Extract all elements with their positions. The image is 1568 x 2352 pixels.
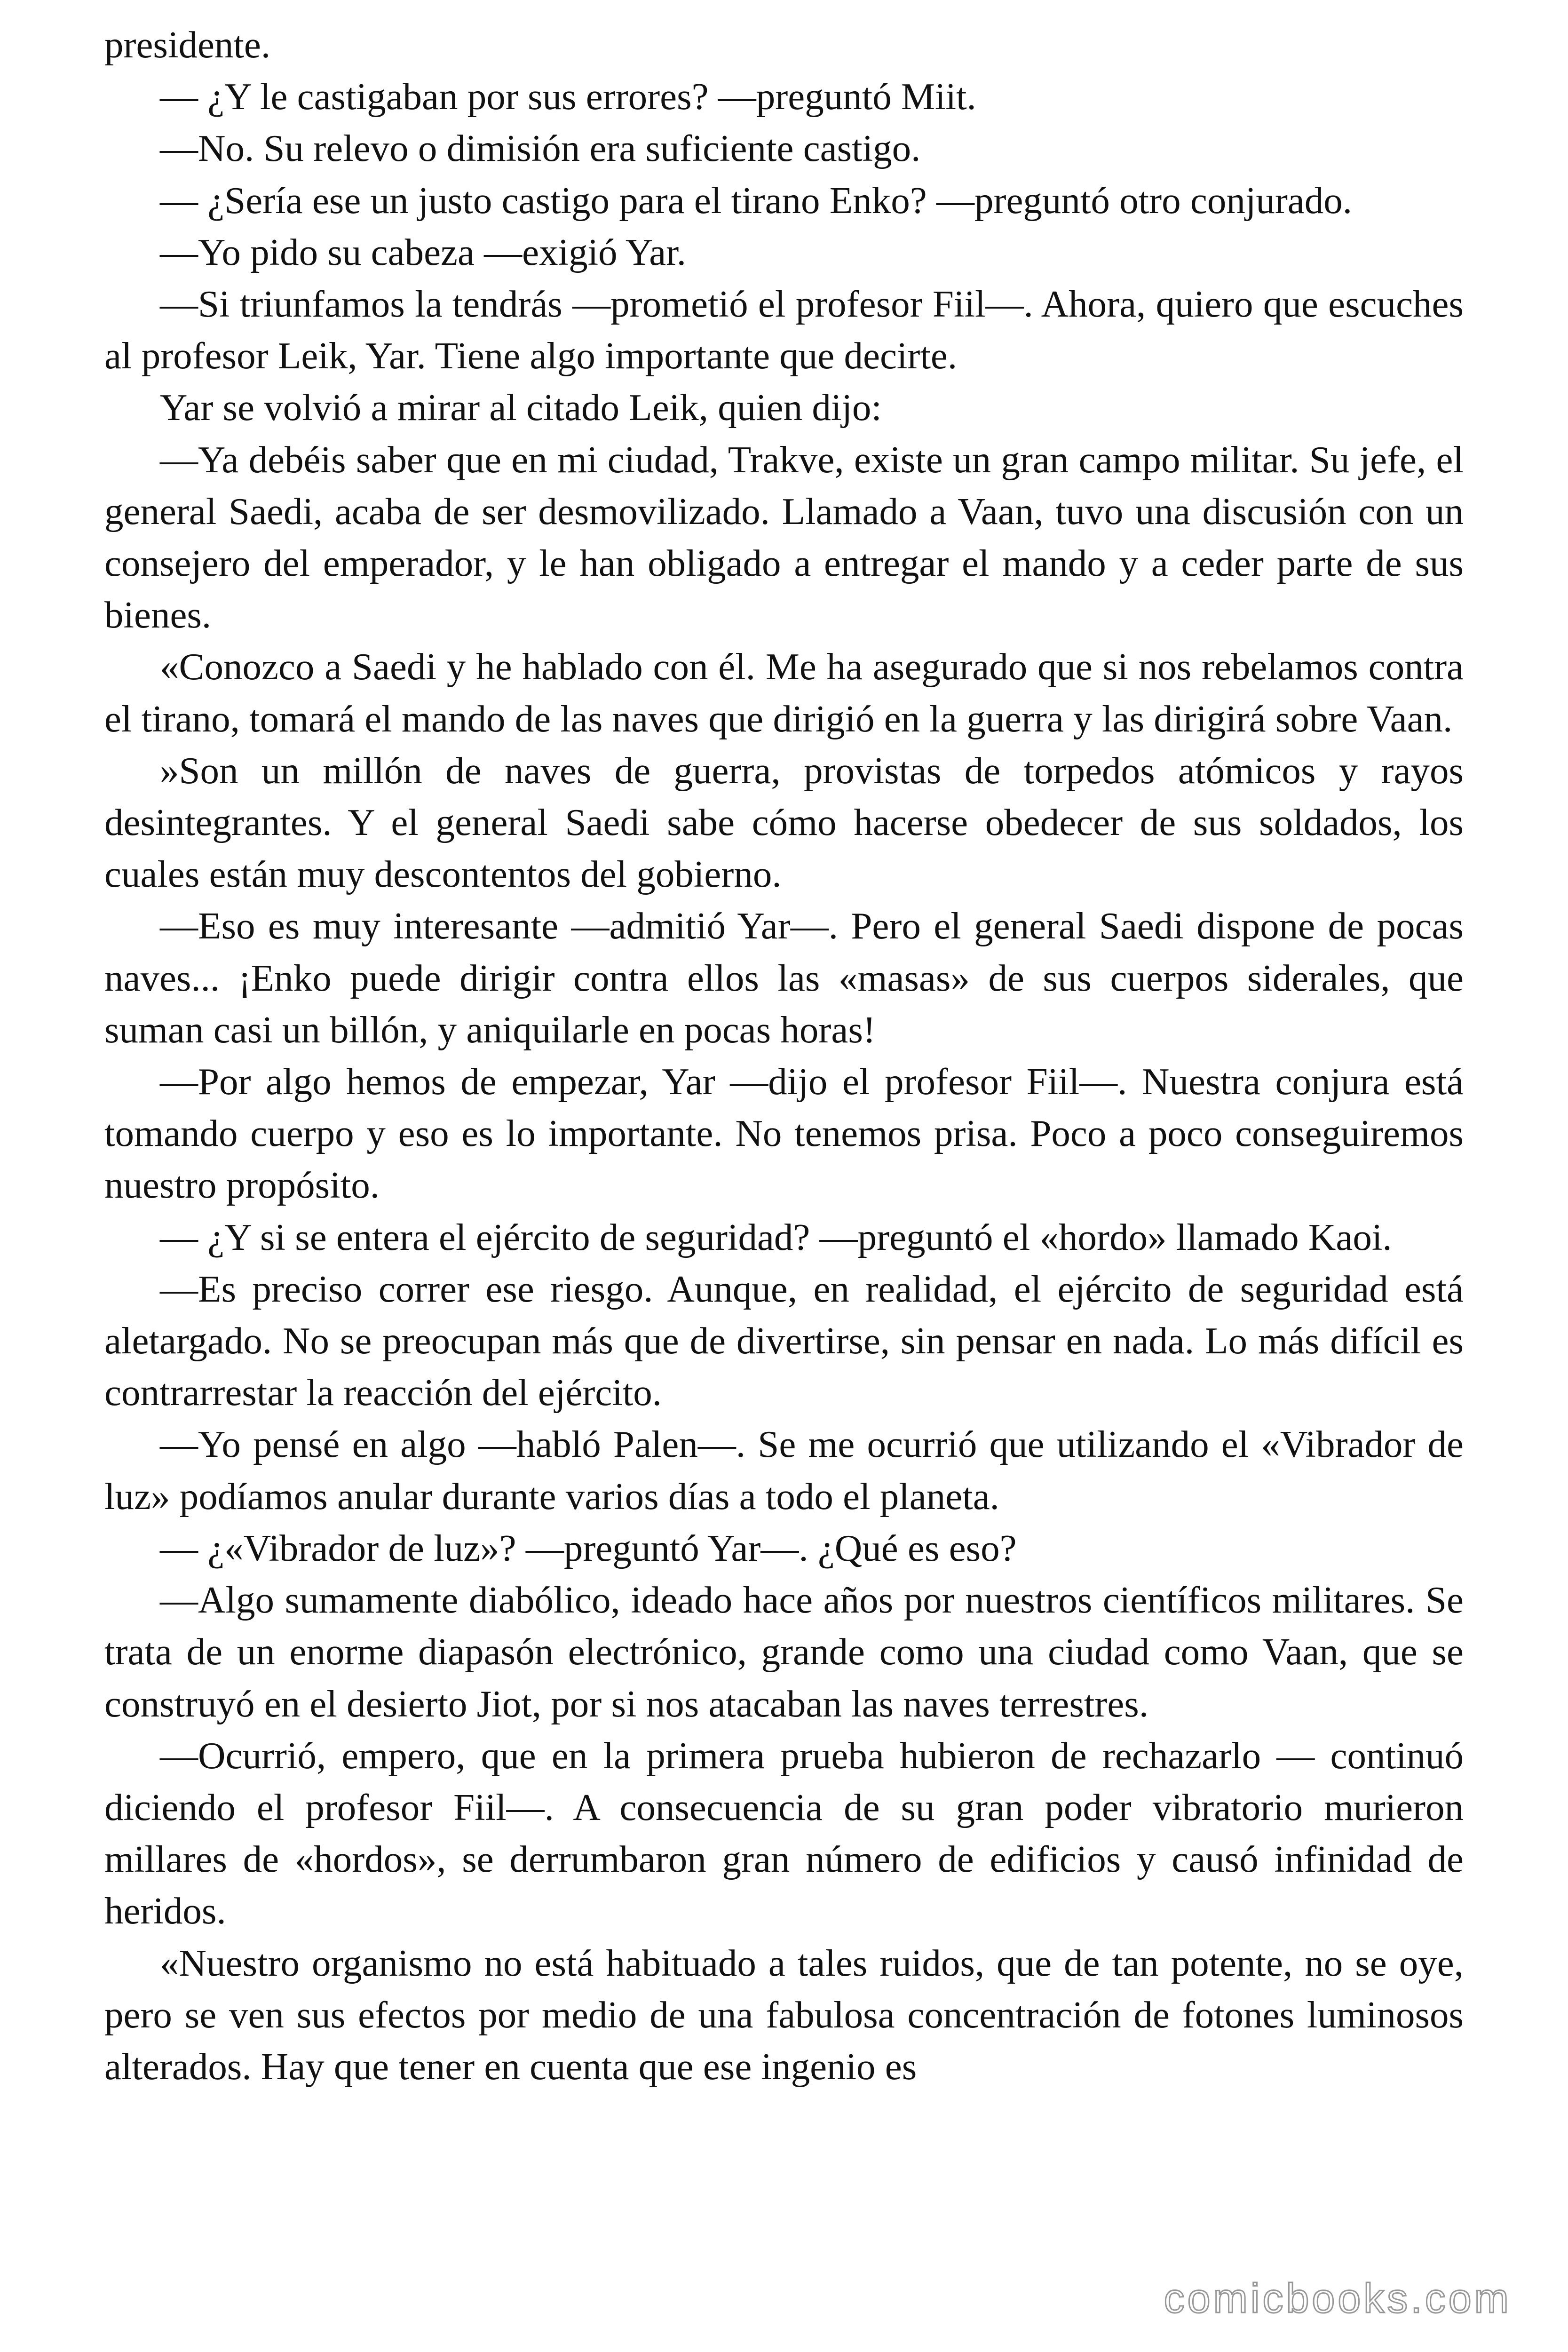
paragraph: »Son un millón de naves de guerra, provistas de torpedos atómicos y rayos desintegrantes. Y el general Saedi sabe cómo hacerse obedecer de sus soldados, los cuales están muy descontentos del gobierno. — [104, 749, 1464, 896]
paragraph: «Nuestro organismo no está habituado a tales ruidos, que de tan potente, no se oye, pero se ven sus efectos por medio de una fabulosa concentración de fotones luminosos alterados. Hay que tener en cuenta que ese ingenio es — [104, 1941, 1464, 2088]
paragraph: — ¿Y si se entera el ejército de seguridad? —preguntó el «hordo» llamado Kaoi. — [160, 1216, 1392, 1258]
paragraph: — ¿Sería ese un justo castigo para el tirano Enko? —preguntó otro conjurado. — [160, 179, 1353, 222]
paragraph: — ¿Y le castigaban por sus errores? —preguntó Miit. — [160, 75, 976, 118]
paragraph: —No. Su relevo o dimisión era suficiente castigo. — [160, 127, 921, 170]
paragraph: Yar se volvió a mirar al citado Leik, quien dijo: — [160, 386, 882, 429]
paragraph: —Por algo hemos de empezar, Yar —dijo el profesor Fiil—. Nuestra conjura está tomando cuerpo y eso es lo importante. No tenemos prisa. Poco a poco conseguiremos nuestro propósito. — [104, 1060, 1464, 1207]
paragraph: —Ya debéis saber que en mi ciudad, Trakve, existe un gran campo militar. Su jefe, el general Saedi, acaba de ser desmovilizado. Llamado a Vaan, tuvo una discusión con un consejero del emperador, y le han obligado a entregar el mando y a ceder parte de sus bienes. — [104, 438, 1464, 636]
paragraph: presidente. — [104, 24, 271, 66]
paragraph: «Conozco a Saedi y he hablado con él. Me ha asegurado que si nos rebelamos contra el tirano, tomará el mando de las naves que dirigió en la guerra y las dirigirá sobre Vaan. — [104, 645, 1464, 740]
paragraph: —Es preciso correr ese riesgo. Aunque, en realidad, el ejército de seguridad está aletargado. No se preocupan más que de divertirse, sin pensar en nada. Lo más difícil es contrarrestar la reacción del ejército. — [104, 1267, 1464, 1414]
paragraph: —Eso es muy interesante —admitió Yar—. Pero el general Saedi dispone de pocas naves... ¡Enko puede dirigir contra ellos las «masas» de sus cuerpos siderales, que suman casi un billón, y aniquilarle en pocas horas! — [104, 905, 1464, 1051]
paragraph: —Yo pensé en algo —habló Palen—. Se me ocurrió que utilizando el «Vibrador de luz» podíamos anular durante varios días a todo el planeta. — [104, 1423, 1464, 1518]
paragraph: —Si triunfamos la tendrás —prometió el profesor Fiil—. Ahora, quiero que escuches al profesor Leik, Yar. Tiene algo importante que decirte. — [104, 283, 1464, 377]
paragraph: —Ocurrió, empero, que en la primera prueba hubieron de rechazarlo — continuó diciendo el profesor Fiil—. A consecuencia de su gran poder vibratorio murieron millares de «hordos», se derrumbaron gran número de edificios y causó infinidad de heridos. — [104, 1734, 1464, 1932]
paragraph: —Algo sumamente diabólico, ideado hace años por nuestros científicos militares. Se trata de un enorme diapasón electrónico, grande como una ciudad como Vaan, que se construyó en el desierto Jiot, por si nos atacaban las naves terrestres. — [104, 1579, 1464, 1725]
watermark: comicbooks.com — [1164, 2275, 1512, 2321]
page-body — [104, 19, 1464, 2092]
paragraph: —Yo pido su cabeza —exigió Yar. — [160, 230, 686, 273]
paragraph: — ¿«Vibrador de luz»? —preguntó Yar—. ¿Qué es eso? — [160, 1526, 1017, 1569]
